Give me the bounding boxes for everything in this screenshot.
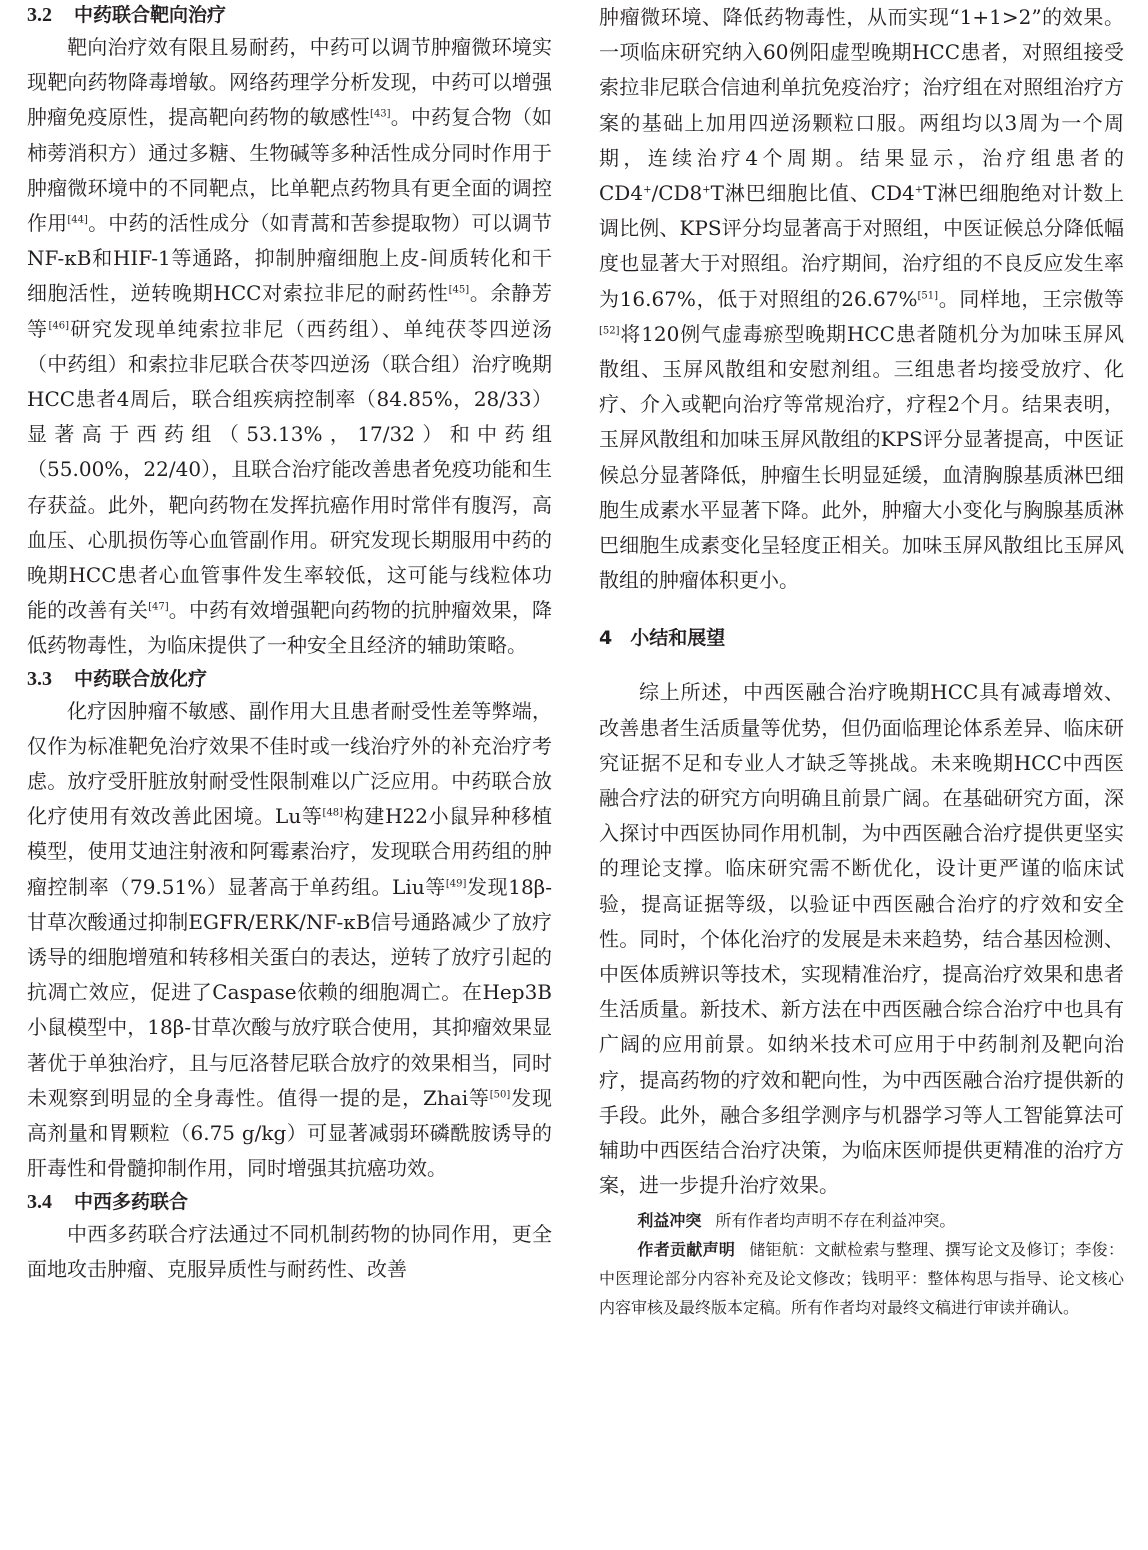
section-3-4-heading <box>27 1187 552 1217</box>
section-number: 4 <box>599 627 613 650</box>
section-4-heading <box>599 623 1124 653</box>
text: 。同样地，王宗傲等 <box>938 286 1124 311</box>
citation-52: [52] <box>599 325 620 337</box>
citation-51: [51] <box>917 289 939 301</box>
citation-47: [47] <box>148 601 169 613</box>
text: 肿瘤微环境、降低药物毒性，从而实现“1+1>2”的效果。一项临床研究纳入60例阳虚型晚期HCC患者，对照组接受索拉非尼联合信迪利单抗免疫治疗；治疗组在对照组治疗方案的基础上加用四逆汤颗粒口服。两组均以3周为一个周期，连续治疗4个周期。结果显示，治疗组患者的CD4 <box>599 5 1124 206</box>
section-number: 3.4 <box>27 1190 52 1213</box>
conflict-text: 所有作者均声明不存在利益冲突。 <box>715 1210 956 1230</box>
contribution-label: 作者贡献声明 <box>637 1239 736 1259</box>
author-contribution <box>599 1235 1124 1322</box>
section-number: 3.2 <box>27 4 52 26</box>
text: 。余静芳等 <box>27 281 553 341</box>
superscript-plus: + <box>914 184 924 196</box>
superscript-plus: + <box>643 184 652 196</box>
citation-43: [43] <box>370 108 391 120</box>
conflict-of-interest <box>599 1206 1124 1235</box>
text: 。中药有效增强靶向药物的抗肿瘤效果，降低药物毒性，为临床提供了一种安全且经济的辅助策略。 <box>27 598 553 658</box>
section-title: 中药联合放化疗 <box>74 667 208 690</box>
paragraph-3-4 <box>27 1217 552 1287</box>
citation-48: [48] <box>322 807 344 819</box>
text: 将120例气虚毒瘀型晚期HCC患者随机分为加味玉屏风散组、玉屏风散组和安慰剂组。三组患者均接受放疗、化疗、介入或靶向治疗等常规治疗，疗程2个月。结果表明，玉屏风散组和加味玉屏风散组的KPS评分显著提高，中医证候总分显著降低，肿瘤生长明显延缓，血清胸腺基质淋巴细胞生成素水平显著下降。此外，肿瘤大小变化与胸腺基质淋巴细胞生成素变化呈轻度正相关。加味玉屏风散组比玉屏风散组的肿瘤体积更小。 <box>599 321 1124 593</box>
text: 研究发现单纯索拉非尼（西药组）、单纯茯苓四逆汤（中药组）和索拉非尼联合茯苓四逆汤（联合组）治疗晚期HCC患者4周后，联合组疾病控制率（84.85%，28/33）显著高于西药组（53.13%，17/32）和中药组（55.00%，22/40），且联合治疗能改善患者免疫功能和生存获益。此外，靶向药物在发挥抗癌作用时常伴有腹泻，高血压、心肌损伤等心血管副作用。研究发现长期服用中药的晚期HCC患者心血管事件发生率较低，这可能与线粒体功能的改善有关 <box>27 316 553 623</box>
section-title: 小结和展望 <box>630 627 726 650</box>
section-title: 中药联合靶向治疗 <box>74 4 227 26</box>
text: 中西多药联合疗法通过不同机制药物的协同作用，更全面地攻击肿瘤、克服异质性与耐药性、改善 <box>27 1221 552 1281</box>
paragraph-4 <box>599 675 1124 1203</box>
paragraph-3-4-continued <box>599 0 1124 598</box>
left-column <box>27 0 552 1287</box>
section-number: 3.3 <box>27 667 52 690</box>
text: 化疗因肿瘤不敏感、副作用大且患者耐受性差等弊端，仅作为标准靶免治疗效果不佳时或一线治疗外的补充治疗考虑。放疗受肝脏放射耐受性限制难以广泛应用。中药联合放化疗使用有效改善此困境。Lu等 <box>27 698 552 829</box>
text: 发现高剂量和胃颗粒（6.75 g/kg）可显著减弱环磷酰胺诱导的肝毒性和骨髓抑制作用，同时增强其抗癌功效。 <box>27 1085 552 1181</box>
text: /CD8 <box>651 181 703 206</box>
paragraph-3-3 <box>27 694 552 1187</box>
text: 靶向治疗效有限且易耐药，中药可以调节肿瘤微环境实现靶向药物降毒增敏。网络药理学分析发现，中药可以增强肿瘤免疫原性，提高靶向药物的敏感性 <box>27 35 552 130</box>
citation-50: [50] <box>489 1089 511 1101</box>
citation-45: [45] <box>448 284 470 296</box>
section-3-2-heading <box>27 0 552 30</box>
contribution-text: 储钜航：文献检索与整理、撰写论文及修订；李俊：中医理论部分内容补充及论文修改；钱明平：整体构思与指导、论文核心内容审核及最终版本定稿。所有作者均对最终文稿进行审读并确认。 <box>599 1239 1124 1317</box>
text: 。中药的活性成分（如青蒿和苦参提取物）可以调节NF-κB和HIF-1等通路，抑制肿瘤细胞上皮-间质转化和干细胞活性，逆转晚期HCC对索拉非尼的耐药性 <box>27 211 553 306</box>
text: T淋巴细胞比值、CD4 <box>710 181 915 206</box>
conflict-label: 利益冲突 <box>637 1210 702 1230</box>
text: T淋巴细胞绝对计数上调比例、KPS评分均显著高于对照组，中医证候总分降低幅度也显著大于对照组。治疗期间，治疗组的不良反应发生率为16.67%，低于对照组的26.67% <box>599 181 1124 311</box>
citation-49: [49] <box>445 878 467 890</box>
right-column <box>599 0 1124 1322</box>
text: 。中药复合物（如柿蒡消积方）通过多糖、生物碱等多种活性成分同时作用于肿瘤微环境中的不同靶点，比单靶点药物具有更全面的调控作用 <box>27 105 553 236</box>
text: 构建H22小鼠异种移植模型，使用艾迪注射液和阿霉素治疗，发现联合用药组的肿瘤控制率（79.51%）显著高于单药组。Liu等 <box>27 804 552 899</box>
text: 综上所述，中西医融合治疗晚期HCC具有减毒增效、改善患者生活质量等优势，但仍面临理论体系差异、临床研究证据不足和专业人才缺乏等挑战。未来晚期HCC中西医融合疗法的研究方向明确且前景广阔。在基础研究方面，深入探讨中西医协同作用机制，为中西医融合治疗提供更坚实的理论支撑。临床研究需不断优化，设计更严谨的临床试验，提高证据等级，以验证中西医融合治疗的疗效和安全性。同时，个体化治疗的发展是未来趋势，结合基因检测、中医体质辨识等技术，实现精准治疗，提高治疗效果和患者生活质量。新技术、新方法在中西医融合综合治疗中也具有广阔的应用前景。如纳米技术可应用于中药制剂及靶向治疗，提高药物的疗效和靶向性，为中西医融合治疗提供新的手段。此外，融合多组学测序与机器学习等人工智能算法可辅助中西医结合治疗决策，为临床医师提供更精准的治疗方案，进一步提升治疗效果。 <box>599 680 1124 1198</box>
text: 发现18β-甘草次酸通过抑制EGFR/ERK/NF-κB信号通路减少了放疗诱导的细胞增殖和转移相关蛋白的表达，逆转了放疗引起的抗凋亡效应，促进了Caspase依赖的细胞凋亡。在Hep3B小鼠模型中，18β-甘草次酸与放疗联合使用，其抑瘤效果显著优于单独治疗，且与厄洛替尼联合放疗的效果相当，同时未观察到明显的全身毒性。值得一提的是，Zhai等 <box>27 874 552 1110</box>
superscript-plus: + <box>702 184 711 196</box>
paragraph-3-2 <box>27 30 552 664</box>
citation-44: [44] <box>67 214 88 226</box>
section-3-3-heading <box>27 664 552 694</box>
section-title: 中西多药联合 <box>74 1190 189 1213</box>
citation-46: [46] <box>48 319 69 331</box>
